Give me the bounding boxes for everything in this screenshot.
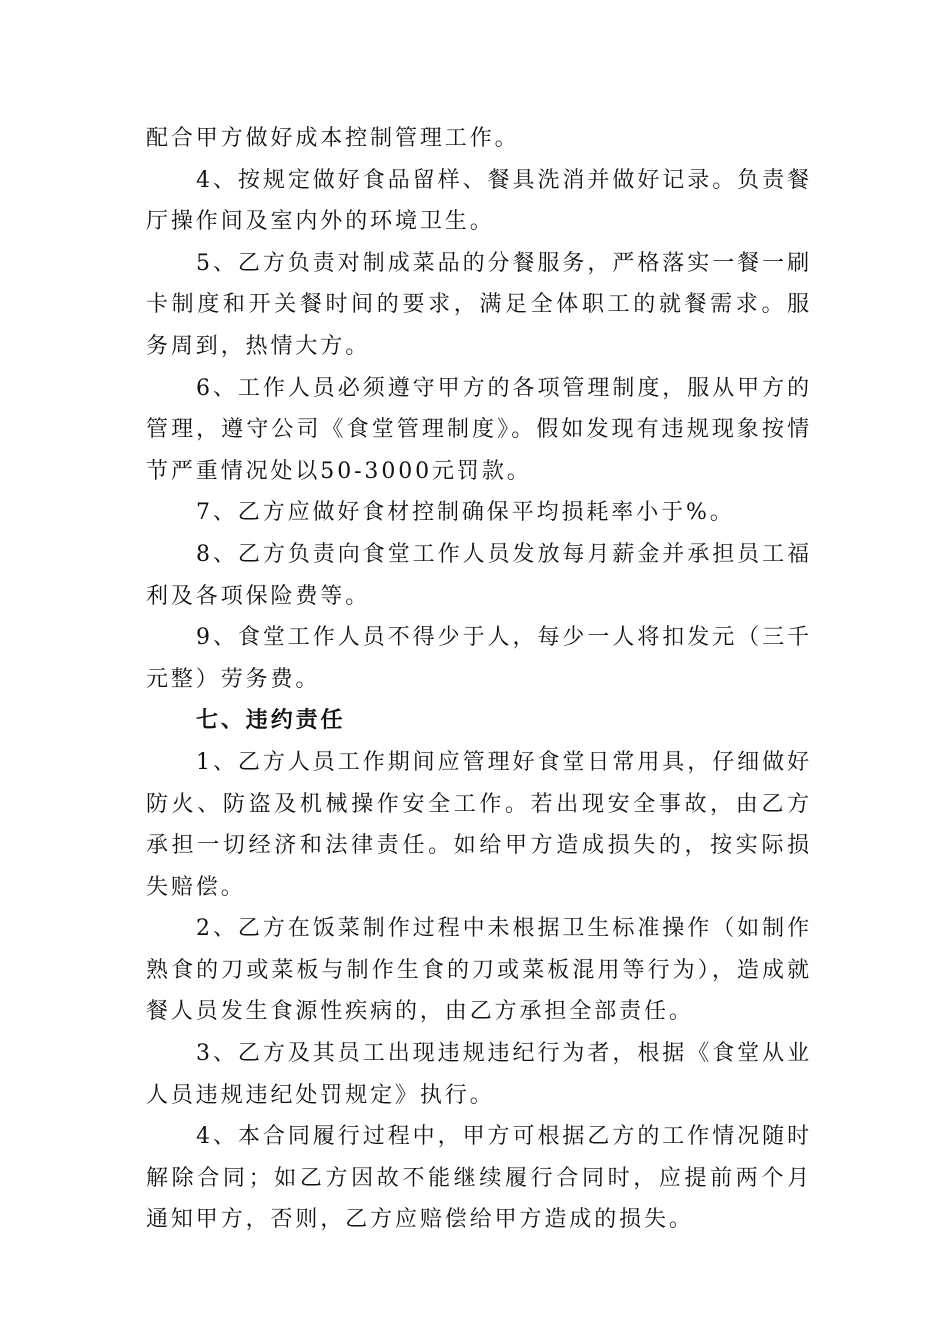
clause-item-6-4: 4、按规定做好食品留样、餐具洗消并做好记录。负责餐厅操作间及室内外的环境卫生。 — [146, 167, 812, 235]
section-heading-breach-liability: 七、违约责任 — [196, 708, 346, 734]
clause-item-6-8: 8、乙方负责向食堂工作人员发放每月薪金并承担员工福利及各项保险费等。 — [146, 541, 812, 609]
document-body — [146, 118, 812, 1241]
paragraph-continuation: 配合甲方做好成本控制管理工作。 — [146, 126, 520, 151]
clause-item-6-5: 5、乙方负责对制成菜品的分餐服务，严格落实一餐一刷卡制度和开关餐时间的要求，满足全体职工的就餐需求。服务周到，热情大方。 — [146, 250, 812, 359]
clause-item-6-6: 6、工作人员必须遵守甲方的各项管理制度，服从甲方的管理，遵守公司《食堂管理制度》。假如发现有违规现象按情节严重情况处以50-3000元罚款。 — [146, 375, 812, 484]
clause-item-7-4: 4、本合同履行过程中，甲方可根据乙方的工作情况随时解除合同；如乙方因故不能继续履行合同时，应提前两个月通知甲方，否则，乙方应赔偿给甲方造成的损失。 — [146, 1124, 812, 1233]
clause-item-7-1: 1、乙方人员工作期间应管理好食堂日常用具，仔细做好防火、防盗及机械操作安全工作。若出现安全事故，由乙方承担一切经济和法律责任。如给甲方造成损失的，按实际损失赔偿。 — [146, 749, 812, 900]
clause-item-7-3: 3、乙方及其员工出现违规违纪行为者，根据《食堂从业人员违规违纪处罚规定》执行。 — [146, 1041, 812, 1108]
clause-item-7-2: 2、乙方在饭菜制作过程中未根据卫生标准操作（如制作熟食的刀或菜板与制作生食的刀或菜板混用等行为），造成就餐人员发生食源性疾病的，由乙方承担全部责任。 — [146, 916, 812, 1025]
clause-item-6-7: 7、乙方应做好食材控制确保平均损耗率小于%。 — [196, 500, 735, 526]
clause-item-6-9: 9、食堂工作人员不得少于人，每少一人将扣发元（三千元整）劳务费。 — [146, 625, 812, 692]
